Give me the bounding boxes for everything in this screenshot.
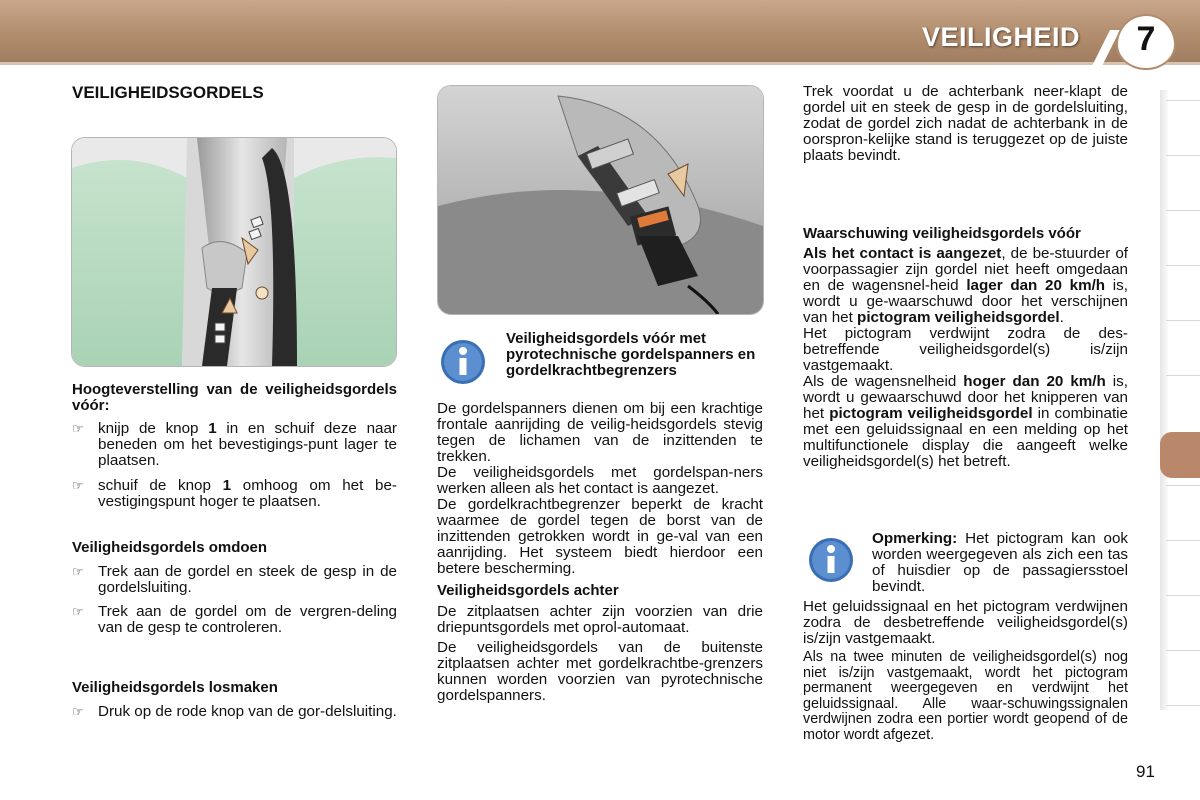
column-2 bbox=[437, 401, 763, 704]
side-tab-divider bbox=[1166, 375, 1200, 376]
pointing-hand-icon: ☞ bbox=[72, 604, 84, 619]
rear-belts-heading: Veiligheidsgordels achter bbox=[437, 582, 619, 599]
height-adjust-heading: Hoogteverstelling van de veiligheidsgordels vóór: bbox=[72, 381, 397, 414]
pyro-paragraph-2: De veiligheidsgordels met gordelspan-ners werken alleen als het contact is aangezet. bbox=[437, 464, 763, 497]
column-3-bottom bbox=[803, 599, 1128, 743]
belt-height-adjuster-illustration bbox=[72, 138, 396, 366]
pyro-info-heading: Veiligheidsgordels vóór met pyrotechnische gordelspanners en gordelkrachtbegrenzers bbox=[506, 330, 756, 379]
side-tabs bbox=[1160, 85, 1200, 715]
list-item: ☞ schuif de knop 1 omhoog om het be-vestigingspunt hoger te plaatsen. bbox=[72, 477, 397, 510]
side-tab-divider bbox=[1166, 100, 1200, 101]
pointing-hand-icon: ☞ bbox=[72, 564, 84, 579]
header-slash-decoration bbox=[1090, 30, 1120, 70]
side-tab-divider bbox=[1166, 485, 1200, 486]
rear-paragraph-2: De veiligheidsgordels van de buitenste zitplaatsen achter met gordelkrachtbe-grenzers kunnen worden voorzien van pyrotechnische gordelspanners. bbox=[437, 639, 763, 704]
two-minutes-text: Als na twee minuten de veiligheidsgordel(s) nog niet is/zijn vastgemaakt, wordt het pictogram permanent weergegeven en verdwijnt het geluidssignaal. Alle waar-schuwingssignalen verdwijnen zodra een portier wordt geopend of de motor wordt afgezet. bbox=[803, 649, 1128, 743]
chapter-title: VEILIGHEID bbox=[921, 22, 1080, 52]
note-text: Opmerking: Het pictogram kan ook worden weergegeven als zich een tas of huisdier op de passagiersstoel bevindt. bbox=[872, 530, 1128, 595]
side-tab-divider bbox=[1166, 595, 1200, 596]
pyro-paragraph-3: De gordelkrachtbegrenzer beperkt de kracht waarmee de gordel tegen de borst van de inzittenden getrokken wordt in ge-val van een aanrijding. Het systeem biedt hierdoor een betere bescherming. bbox=[437, 496, 763, 577]
side-tab-divider bbox=[1166, 210, 1200, 211]
page-number: 91 bbox=[1136, 762, 1155, 781]
side-tab-divider bbox=[1166, 265, 1200, 266]
side-tab-divider bbox=[1166, 705, 1200, 706]
column-3-warning bbox=[803, 226, 1128, 470]
pyro-paragraph-1: De gordelspanners dienen om bij een krachtige frontale aanrijding de veilig-heidsgordels stevig tegen de lichamen van de inzittenden te trekken. bbox=[437, 400, 763, 465]
header-divider bbox=[0, 62, 1200, 65]
list-item: ☞ Trek aan de gordel om de vergren-deling van de gesp te controleren. bbox=[72, 603, 397, 636]
section-title: VEILIGHEIDSGORDELS bbox=[72, 83, 264, 102]
release-heading: Veiligheidsgordels losmaken bbox=[72, 679, 278, 696]
warning-heading: Waarschuwing veiligheidsgordels vóór bbox=[803, 225, 1081, 242]
rear-seat-fold-text: Trek voordat u de achterbank neer-klapt de gordel uit en steek de gesp in de gordelsluiting, zodat de gordel zich nadat de achterbank in de oorspron-kelijke stand is teruggezet op de juiste plaats bevindt. bbox=[803, 83, 1128, 164]
rear-belt-buckle-illustration bbox=[438, 86, 763, 314]
pointing-hand-icon: ☞ bbox=[72, 704, 84, 719]
belt-height-adjuster-image bbox=[71, 137, 397, 367]
column-1 bbox=[72, 382, 397, 720]
pointing-hand-icon: ☞ bbox=[72, 421, 84, 436]
fasten-heading: Veiligheidsgordels omdoen bbox=[72, 539, 268, 556]
info-icon bbox=[438, 337, 488, 387]
signal-off-text: Het geluidssignaal en het pictogram verdwijnen zodra de desbetreffende veiligheidsgordel(s) is/zijn vastgemaakt. bbox=[803, 598, 1128, 647]
pyro-info-box bbox=[506, 331, 762, 379]
list-item: ☞ Druk op de rode knop van de gor-delsluiting. bbox=[72, 703, 397, 720]
warning-paragraph-1: Als het contact is aangezet, de be-stuurder of voorpassagier zijn gordel niet heeft omgedaan en de wagensnel-heid lager dan 20 km/h is, wordt u ge-waarschuwd door het verschijnen van het pictogram veiligheidsgordel. bbox=[803, 245, 1129, 326]
warning-paragraph-2: Het pictogram verdwijnt zodra de des-betreffende veiligheidsgordel(s) is/zijn vastgemaakt. bbox=[803, 325, 1128, 374]
rear-paragraph-1: De zitplaatsen achter zijn voorzien van drie driepuntsgordels met oprol-automaat. bbox=[437, 603, 763, 636]
rear-belt-buckle-image bbox=[437, 85, 764, 315]
active-chapter-tab[interactable] bbox=[1160, 432, 1200, 478]
list-item: ☞ knijp de knop 1 in en schuif deze naar beneden om het bevestigings-punt lager te plaatsen. bbox=[72, 420, 397, 469]
side-tab-divider bbox=[1166, 540, 1200, 541]
column-3-top bbox=[803, 84, 1128, 164]
chapter-number: 7 bbox=[1136, 20, 1156, 58]
side-tab-divider bbox=[1166, 155, 1200, 156]
list-item: ☞ Trek aan de gordel en steek de gesp in de gordelsluiting. bbox=[72, 563, 397, 596]
info-icon bbox=[806, 535, 856, 585]
note-box bbox=[872, 531, 1128, 595]
pointing-hand-icon: ☞ bbox=[72, 478, 84, 493]
warning-paragraph-3: Als de wagensnelheid hoger dan 20 km/h is, wordt u gewaarschuwd door het knipperen van het pictogram veiligheidsgordel in combinatie met een geluidssignaal en een melding op het multifunctionele display die aangeeft welke veiligheidsgordel(s) het betreft. bbox=[803, 373, 1128, 470]
side-tab-divider bbox=[1166, 650, 1200, 651]
side-tab-divider bbox=[1166, 320, 1200, 321]
